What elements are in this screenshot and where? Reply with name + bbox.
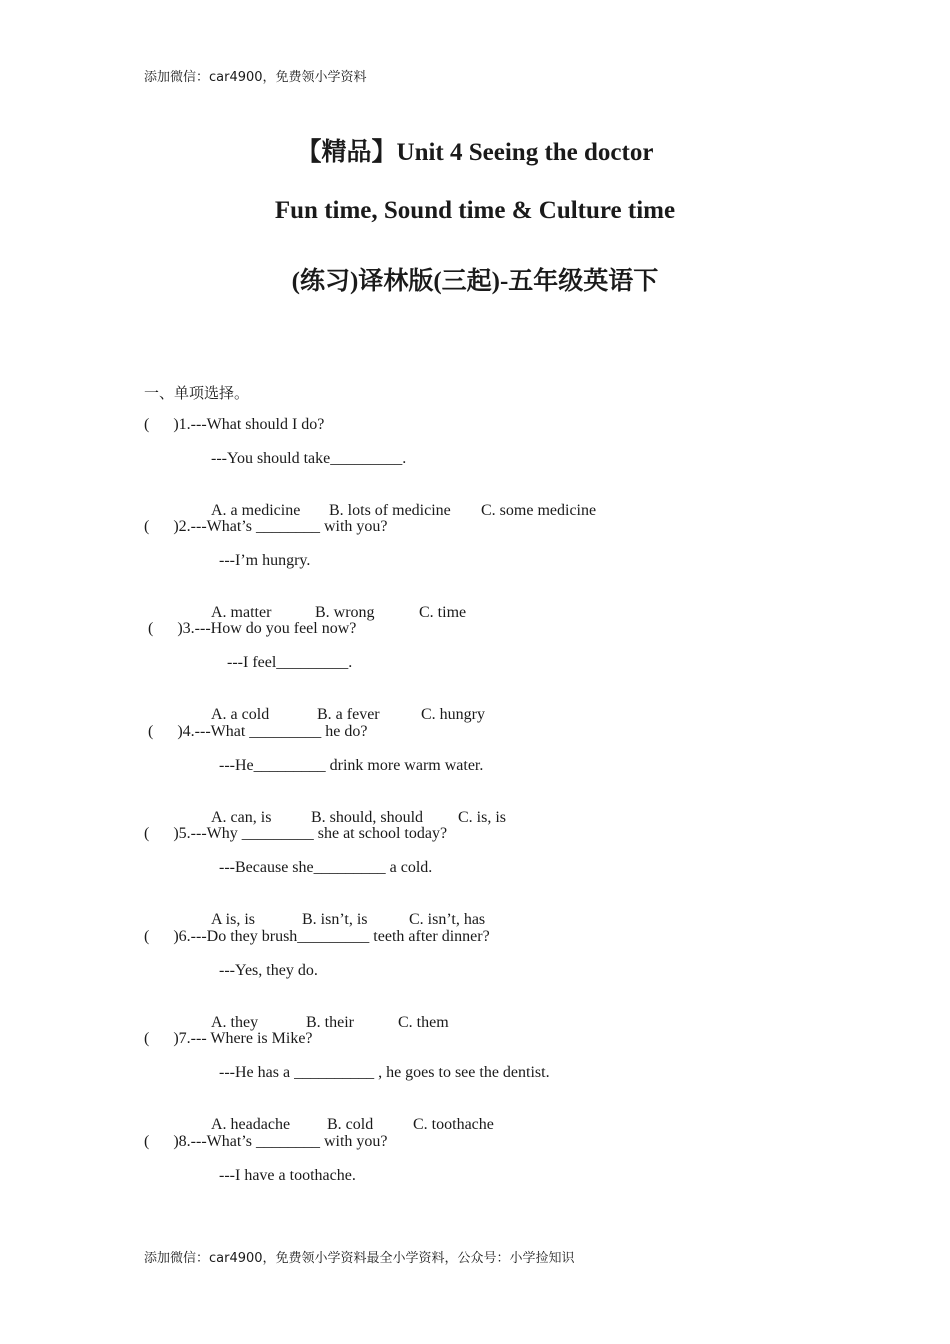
option-1c: C. some medicine bbox=[481, 502, 597, 519]
answer-3: ---I feel_________. bbox=[227, 654, 353, 671]
options-7 bbox=[203, 1098, 494, 1134]
question-7: ( )7.--- Where is Mike? bbox=[144, 1030, 313, 1047]
option-6b: B. their bbox=[306, 1014, 354, 1031]
option-5c: C. isn’t, has bbox=[409, 911, 486, 928]
title-line-1: 【精品】Unit 4 Seeing the doctor bbox=[296, 139, 654, 166]
options-6 bbox=[203, 996, 449, 1032]
option-7b: B. cold bbox=[327, 1116, 374, 1133]
page-header-note: 添加微信：car4900，免费领小学资料 bbox=[144, 70, 367, 85]
options-3 bbox=[203, 688, 485, 724]
options-4 bbox=[203, 791, 506, 827]
answer-6: ---Yes, they do. bbox=[219, 962, 318, 979]
option-6c: C. them bbox=[398, 1014, 449, 1031]
option-3c: C. hungry bbox=[421, 706, 485, 723]
question-6: ( )6.---Do they brush_________ teeth after dinner? bbox=[144, 928, 490, 945]
option-7c: C. toothache bbox=[413, 1116, 494, 1133]
option-3b: B. a fever bbox=[317, 706, 380, 723]
answer-8: ---I have a toothache. bbox=[219, 1167, 356, 1184]
option-5b: B. isn’t, is bbox=[302, 911, 368, 928]
option-5a: A is, is bbox=[211, 911, 256, 928]
options-2 bbox=[203, 586, 466, 622]
title-line-2: Fun time, Sound time & Culture time bbox=[274, 197, 676, 224]
question-2: ( )2.---What’s ________ with you? bbox=[144, 518, 388, 535]
options-1 bbox=[203, 484, 596, 520]
option-6a: A. they bbox=[211, 1014, 259, 1031]
option-4c: C. is, is bbox=[458, 809, 507, 826]
question-1: ( )1.---What should I do? bbox=[144, 416, 325, 433]
question-8: ( )8.---What’s ________ with you? bbox=[144, 1133, 388, 1150]
option-3a: A. a cold bbox=[211, 706, 270, 723]
answer-4: ---He_________ drink more warm water. bbox=[219, 757, 484, 774]
option-2a: A. matter bbox=[211, 604, 272, 621]
options-5 bbox=[203, 893, 485, 929]
question-5: ( )5.---Why _________ she at school today? bbox=[144, 825, 448, 842]
title-line-3: (练习)译林版(三起)-五年级英语下 bbox=[291, 268, 659, 295]
option-1a: A. a medicine bbox=[211, 502, 301, 519]
answer-5: ---Because she_________ a cold. bbox=[219, 859, 433, 876]
option-2b: B. wrong bbox=[315, 604, 375, 621]
answer-1: ---You should take_________. bbox=[211, 450, 407, 467]
section-heading: 一、单项选择。 bbox=[144, 384, 250, 402]
answer-7: ---He has a __________ , he goes to see the dentist. bbox=[219, 1064, 550, 1081]
option-4b: B. should, should bbox=[311, 809, 424, 826]
option-2c: C. time bbox=[419, 604, 467, 621]
option-4a: A. can, is bbox=[211, 809, 272, 826]
answer-2: ---I’m hungry. bbox=[219, 552, 311, 569]
page-footer-note: 添加微信：car4900，免费领小学资料最全小学资料，公众号：小学捡知识 bbox=[144, 1251, 575, 1266]
question-4: ( )4.---What _________ he do? bbox=[148, 723, 368, 740]
option-7a: A. headache bbox=[211, 1116, 291, 1133]
question-3: ( )3.---How do you feel now? bbox=[148, 620, 357, 637]
option-1b: B. lots of medicine bbox=[329, 502, 451, 519]
